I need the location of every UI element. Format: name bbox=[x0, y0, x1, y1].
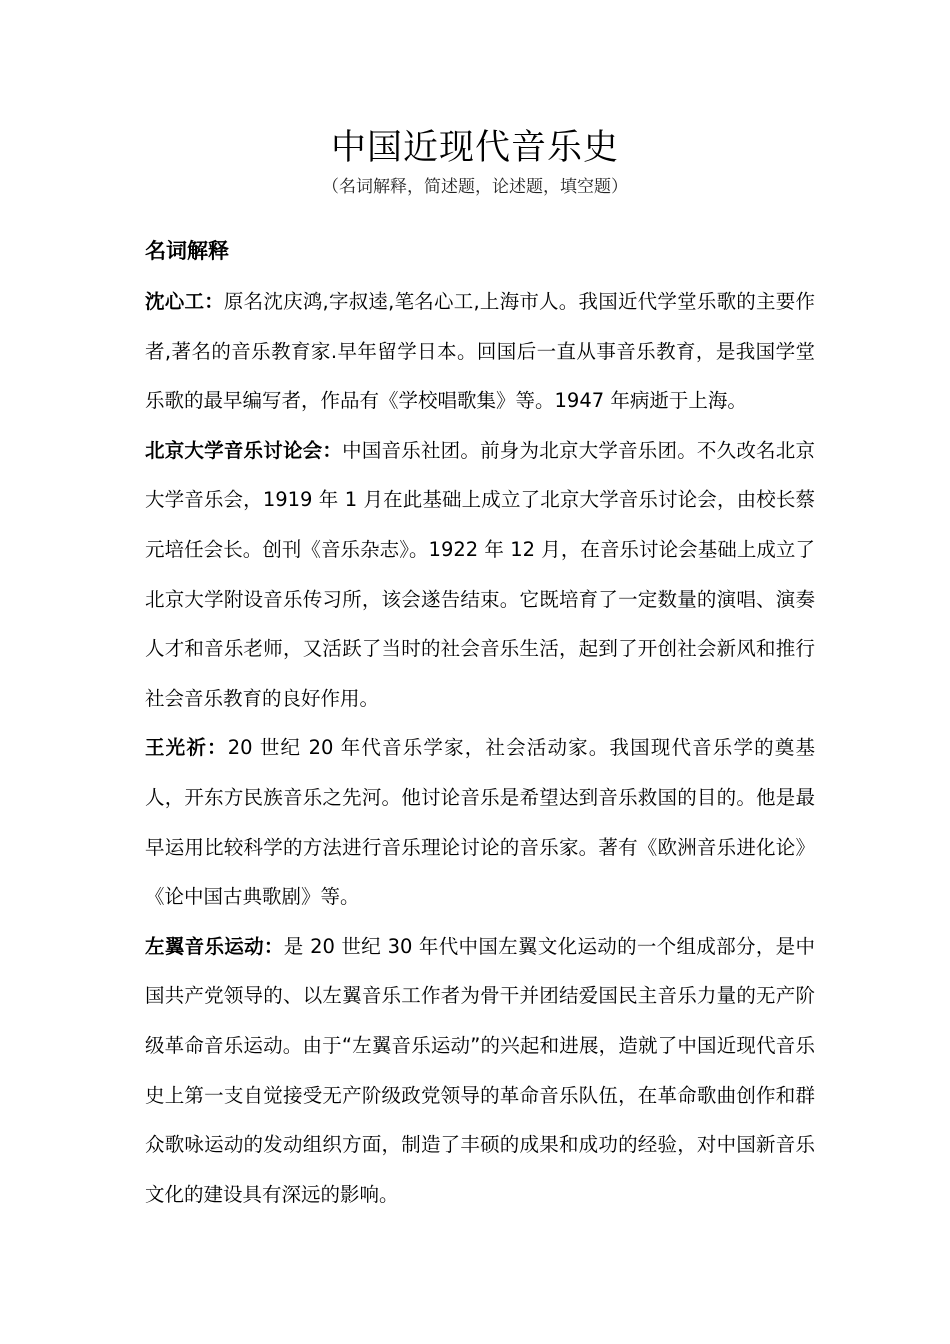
entry-body: 20 世纪 20 年代音乐学家，社会活动家。我国现代音乐学的奠基人，开东方民族音乐之先河。他讨论音乐是希望达到音乐救国的目的。他是最早运用比较科学的方法进行音乐理论讨论的音乐家。著有《欧洲音乐进化论》《论中国古典歌剧》等。 bbox=[145, 736, 815, 909]
glossary-entries bbox=[145, 277, 815, 1219]
glossary-entry bbox=[145, 922, 815, 1220]
entry-term: 左翼音乐运动 bbox=[145, 934, 264, 958]
entry-body: 是 20 世纪 30 年代中国左翼文化运动的一个组成部分，是中国共产党领导的、以左翼音乐工作者为骨干并团结爱国民主音乐力量的无产阶级革命音乐运动。由于“左翼音乐运动”的兴起和进展，造就了中国近现代音乐史上第一支自觉接受无产阶级政党领导的革命音乐队伍，在革命歌曲创作和群众歌咏运动的发动组织方面，制造了丰硕的成果和成功的经验，对中国新音乐文化的建设具有深远的影响。 bbox=[145, 934, 815, 1206]
document-subtitle: （名词解释，简述题，论述题，填空题） bbox=[322, 177, 628, 197]
glossary-entry bbox=[145, 723, 815, 921]
entry-separator: ： bbox=[204, 290, 224, 313]
section-heading: 名词解释 bbox=[145, 239, 229, 263]
entry-separator: ： bbox=[207, 736, 228, 760]
entry-body: 原名沈庆鸿,字叔逵,笔名心工,上海市人。我国近代学堂乐歌的主要作者,著名的音乐教育家.早年留学日本。回国后一直从事音乐教育，是我国学堂乐歌的最早编写者，作品有《学校唱歌集》等。1947 年病逝于上海。 bbox=[145, 290, 815, 413]
entry-term: 王光祈 bbox=[145, 736, 208, 760]
entry-body: 中国音乐社团。前身为北京大学音乐团。不久改名北京大学音乐会，1919 年 1 月在此基础上成立了北京大学音乐讨论会，由校长蔡元培任会长。创刊《音乐杂志》。1922 年 12 月，在音乐讨论会基础上成立了北京大学附设音乐传习所，该会遂告结束。它既培育了一定数量的演唱、演奏人才和音乐老师，又活跃了当时的社会音乐生活，起到了开创社会新风和推行社会音乐教育的良好作用。 bbox=[145, 438, 815, 710]
document-title: 中国近现代音乐史 bbox=[330, 128, 619, 168]
entry-separator: ： bbox=[322, 438, 343, 462]
glossary-entry bbox=[145, 277, 815, 426]
entry-term: 沈心工 bbox=[145, 290, 205, 313]
glossary-entry bbox=[145, 426, 815, 724]
entry-term: 北京大学音乐讨论会 bbox=[145, 438, 323, 462]
entry-separator: ： bbox=[263, 934, 284, 958]
